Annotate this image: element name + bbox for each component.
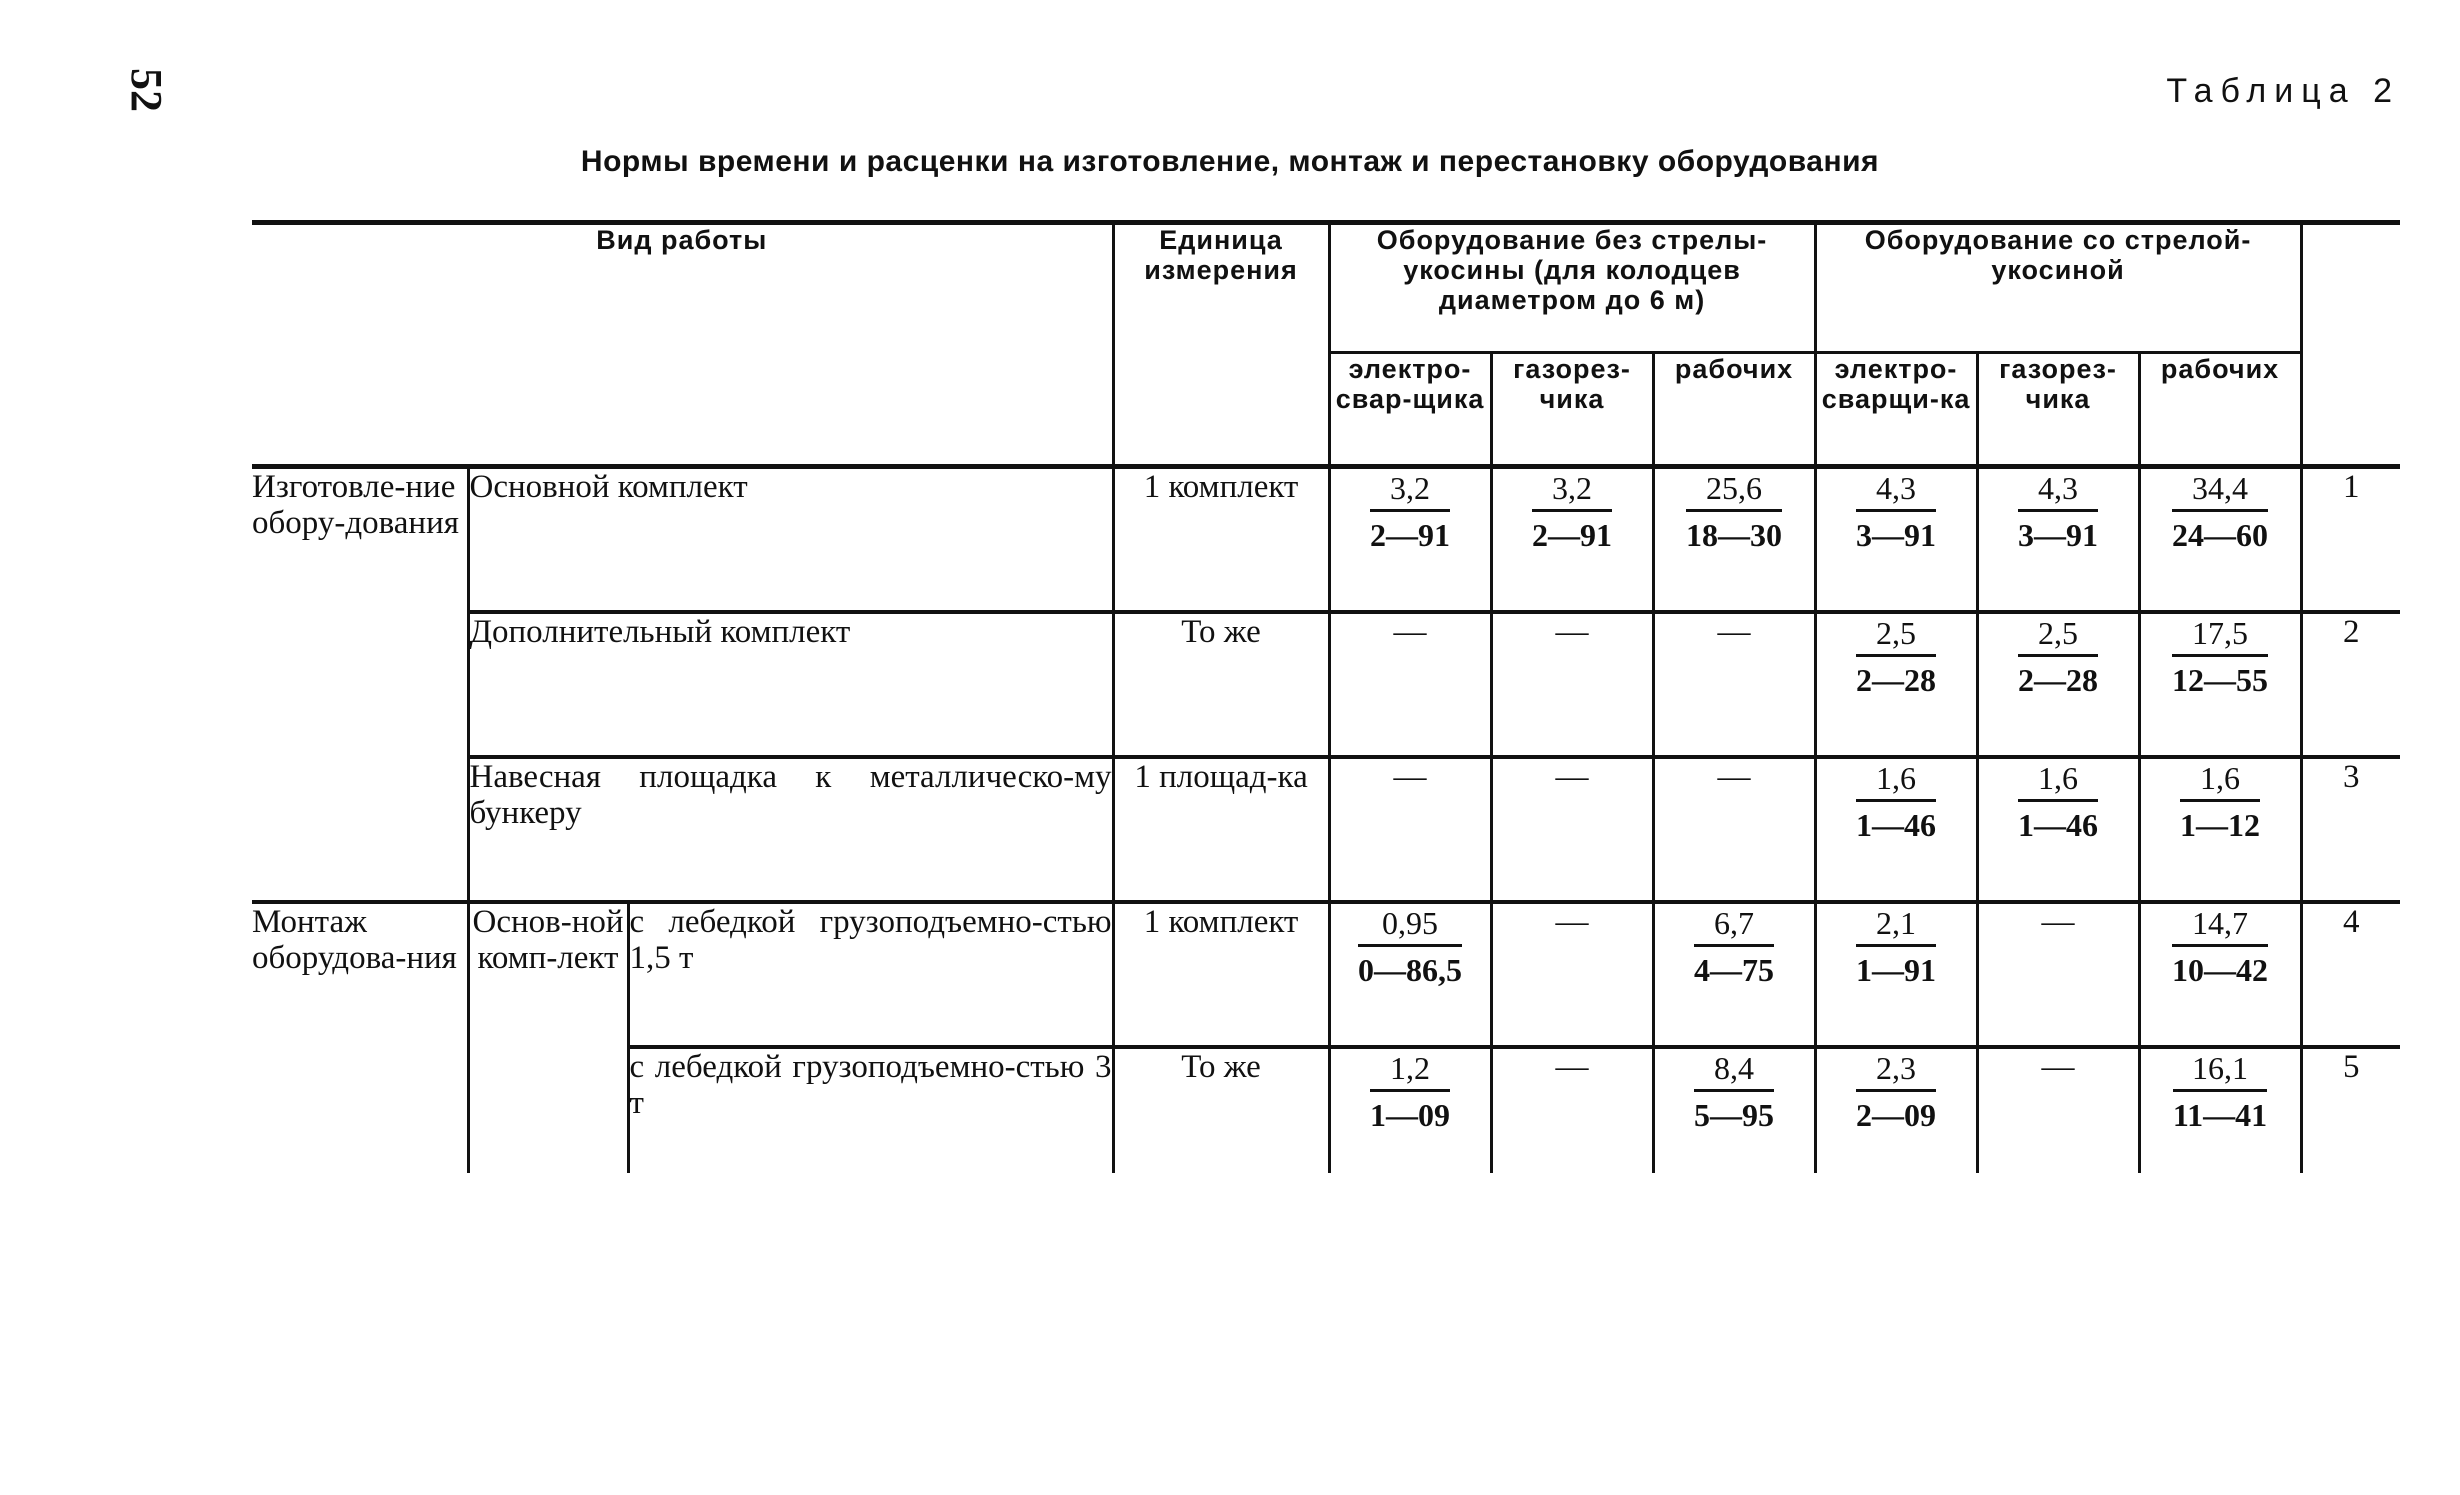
table-row — [252, 612, 2400, 757]
norm-time: 0,95 — [1358, 904, 1462, 947]
norm-time: 3,2 — [1370, 469, 1450, 512]
work-cell: Основной комплект — [468, 467, 1113, 613]
value-cell — [2139, 902, 2301, 1047]
header-group-with-boom: Оборудование со стрелой-укосиной — [1815, 223, 2301, 353]
fraction — [1358, 904, 1462, 989]
header-welder-1: электро-свар-щика — [1329, 353, 1491, 467]
dash-cell: — — [1653, 757, 1815, 902]
norm-time: 2,5 — [1856, 614, 1936, 657]
fraction — [1370, 469, 1450, 554]
rate: 2—28 — [1856, 662, 1937, 698]
dash-cell: — — [1491, 1047, 1653, 1173]
norm-time: 1,2 — [1370, 1049, 1450, 1092]
fraction — [1856, 614, 1936, 699]
fraction — [1370, 1049, 1450, 1134]
header-work-type: Вид работы — [252, 223, 1113, 467]
row-number: 3 — [2301, 757, 2400, 902]
rate: 0—86,5 — [1358, 952, 1463, 988]
norm-time: 3,2 — [1532, 469, 1612, 512]
table-label: Таблица 2 — [2166, 72, 2400, 110]
unit-cell: 1 комплект — [1113, 902, 1329, 1047]
norms-table — [252, 220, 2400, 1173]
page-title: Нормы времени и расценки на изготовление, монтаж и перестановку оборудования — [580, 145, 1880, 178]
fraction — [1856, 1049, 1936, 1134]
rate: 2—91 — [1370, 517, 1451, 553]
dash-cell: — — [1491, 902, 1653, 1047]
unit-cell: То же — [1113, 612, 1329, 757]
rate: 2—28 — [2018, 662, 2099, 698]
category-mounting: Монтаж оборудова-ния — [252, 902, 468, 1173]
rate: 4—75 — [1694, 952, 1775, 988]
norm-time: 16,1 — [2173, 1049, 2267, 1092]
fraction — [2180, 759, 2260, 844]
fraction — [2173, 1049, 2267, 1134]
value-cell — [2139, 612, 2301, 757]
norm-time: 34,4 — [2172, 469, 2268, 512]
rate: 1—09 — [1370, 1097, 1451, 1133]
fraction — [1532, 469, 1612, 554]
fraction — [1694, 1049, 1774, 1134]
value-cell — [1815, 612, 1977, 757]
norm-time: 4,3 — [2018, 469, 2098, 512]
value-cell — [1815, 1047, 1977, 1173]
rate: 10—42 — [2172, 952, 2269, 988]
value-cell — [1329, 467, 1491, 613]
rate: 12—55 — [2172, 662, 2269, 698]
fraction — [2018, 469, 2098, 554]
value-cell — [2139, 467, 2301, 613]
header-row-number — [2301, 223, 2400, 467]
header-workers-2: рабочих — [2139, 353, 2301, 467]
table-row — [252, 467, 2400, 613]
header-gascutter-2: газорез-чика — [1977, 353, 2139, 467]
dash-cell: — — [1329, 757, 1491, 902]
rate: 18—30 — [1686, 517, 1783, 553]
norm-time: 25,6 — [1686, 469, 1782, 512]
rate: 11—41 — [2172, 1097, 2268, 1133]
fraction — [1694, 904, 1774, 989]
rate: 5—95 — [1694, 1097, 1775, 1133]
header-group-without-boom: Оборудование без стрелы-укосины (для колодцев диаметром до 6 м) — [1329, 223, 1815, 353]
norm-time: 1,6 — [1856, 759, 1936, 802]
rate: 24—60 — [2172, 517, 2269, 553]
header-gascutter-1: газорез-чика — [1491, 353, 1653, 467]
work-cell: с лебедкой грузоподъемно-стью 1,5 т — [628, 902, 1113, 1047]
fraction — [1686, 469, 1782, 554]
norm-time: 2,5 — [2018, 614, 2098, 657]
subcategory-main-set: Основ-ной комп-лект — [468, 902, 628, 1173]
norm-time: 8,4 — [1694, 1049, 1774, 1092]
norm-time: 17,5 — [2172, 614, 2268, 657]
unit-cell: 1 комплект — [1113, 467, 1329, 613]
dash-cell: — — [1491, 757, 1653, 902]
value-cell — [1977, 612, 2139, 757]
value-cell — [1329, 1047, 1491, 1173]
value-cell — [1653, 902, 1815, 1047]
fraction — [1856, 469, 1936, 554]
value-cell — [1977, 467, 2139, 613]
fraction — [1856, 904, 1936, 989]
header-workers-1: рабочих — [1653, 353, 1815, 467]
unit-cell: То же — [1113, 1047, 1329, 1173]
value-cell — [2139, 757, 2301, 902]
rate: 1—46 — [2018, 807, 2099, 843]
norm-time: 2,1 — [1856, 904, 1936, 947]
norm-time: 2,3 — [1856, 1049, 1936, 1092]
rate: 1—46 — [1856, 807, 1937, 843]
value-cell — [1815, 902, 1977, 1047]
row-number: 5 — [2301, 1047, 2400, 1173]
table-row — [252, 757, 2400, 902]
unit-cell: 1 площад-ка — [1113, 757, 1329, 902]
dash-cell: — — [1329, 612, 1491, 757]
fraction — [2172, 469, 2268, 554]
fraction — [2018, 614, 2098, 699]
fraction — [1856, 759, 1936, 844]
work-cell: Дополнительный комплект — [468, 612, 1113, 757]
rate: 3—91 — [2018, 517, 2099, 553]
header-unit: Единица измерения — [1113, 223, 1329, 467]
value-cell — [1653, 1047, 1815, 1173]
rate: 1—12 — [2180, 807, 2261, 843]
rate: 3—91 — [1856, 517, 1937, 553]
value-cell — [1977, 757, 2139, 902]
rate: 1—91 — [1856, 952, 1937, 988]
value-cell — [1815, 467, 1977, 613]
value-cell — [1329, 902, 1491, 1047]
dash-cell: — — [1491, 612, 1653, 757]
norm-time: 4,3 — [1856, 469, 1936, 512]
rate: 2—91 — [1532, 517, 1613, 553]
value-cell — [1653, 467, 1815, 613]
dash-cell: — — [1977, 902, 2139, 1047]
dash-cell: — — [1653, 612, 1815, 757]
value-cell — [2139, 1047, 2301, 1173]
norm-time: 1,6 — [2180, 759, 2260, 802]
value-cell — [1491, 467, 1653, 613]
norm-time: 1,6 — [2018, 759, 2098, 802]
value-cell — [1815, 757, 1977, 902]
row-number: 2 — [2301, 612, 2400, 757]
table-row — [252, 902, 2400, 1047]
page-number: 52 — [122, 68, 171, 112]
row-number: 1 — [2301, 467, 2400, 613]
norm-time: 6,7 — [1694, 904, 1774, 947]
header-welder-2: электро-сварщи-ка — [1815, 353, 1977, 467]
rate: 2—09 — [1856, 1097, 1937, 1133]
fraction — [2018, 759, 2098, 844]
fraction — [2172, 614, 2268, 699]
row-number: 4 — [2301, 902, 2400, 1047]
fraction — [2172, 904, 2268, 989]
dash-cell: — — [1977, 1047, 2139, 1173]
norm-time: 14,7 — [2172, 904, 2268, 947]
work-cell: Навесная площадка к металлическо-му бункеру — [468, 757, 1113, 902]
category-manufacturing: Изготовле-ние обору-дования — [252, 467, 468, 903]
work-cell: с лебедкой грузоподъемно-стью 3 т — [628, 1047, 1113, 1173]
